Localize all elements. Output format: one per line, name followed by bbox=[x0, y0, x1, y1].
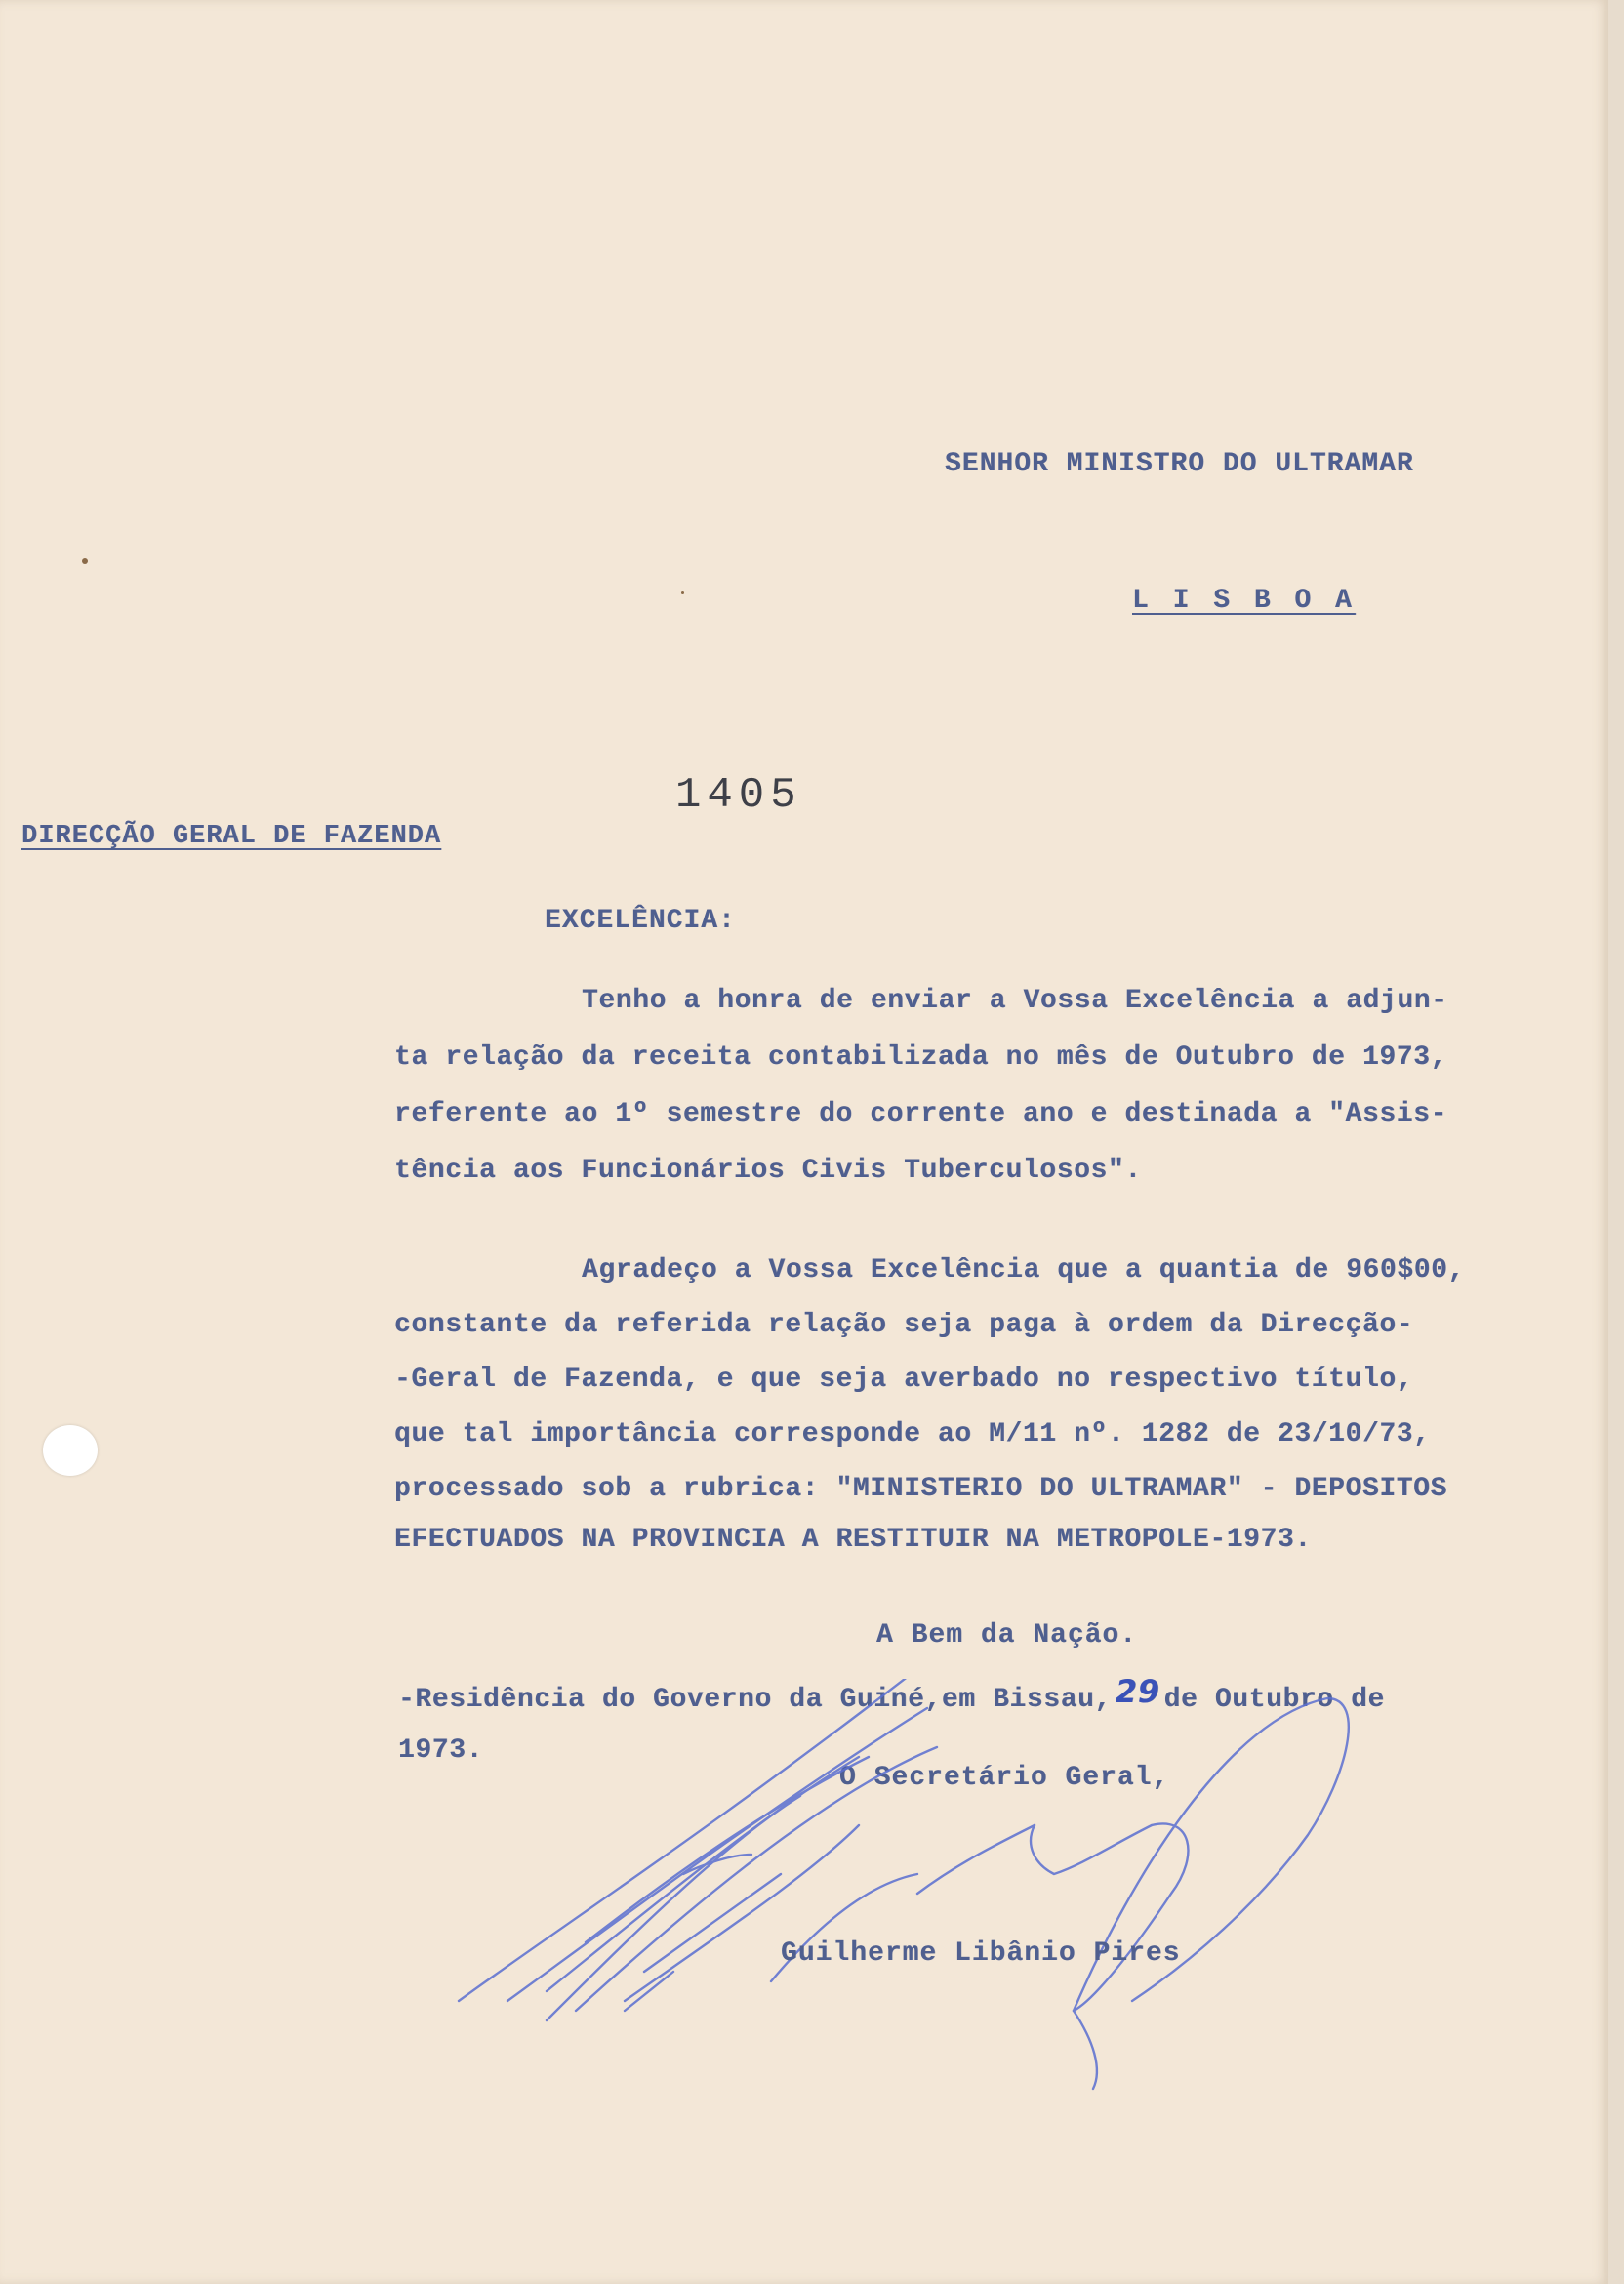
paper-speck bbox=[82, 558, 88, 564]
punch-hole bbox=[43, 1425, 98, 1476]
reference-number: 1405 bbox=[675, 771, 802, 820]
handwritten-signature bbox=[449, 1679, 1386, 2099]
paragraph-2-line: que tal importância corresponde ao M/11 nº. 1282 de 23/10/73, bbox=[394, 1419, 1431, 1449]
paragraph-2-line: EFECTUADOS NA PROVINCIA A RESTITUIR NA METROPOLE-1973. bbox=[394, 1525, 1312, 1555]
addressee-city: L I S B O A bbox=[1132, 586, 1356, 616]
department-heading: DIRECÇÃO GERAL DE FAZENDA bbox=[21, 822, 442, 851]
paragraph-1-line: tência aos Funcionários Civis Tuberculosos". bbox=[394, 1156, 1142, 1186]
paragraph-2-line: Agradeço a Vossa Excelência que a quantia de 960$00, bbox=[582, 1255, 1465, 1285]
closing-formula: A Bem da Nação. bbox=[876, 1620, 1138, 1651]
paragraph-2-line: processado sob a rubrica: "MINISTERIO DO ULTRAMAR" - DEPOSITOS bbox=[394, 1474, 1447, 1504]
date-suffix: de Outubro de bbox=[1163, 1685, 1385, 1715]
paragraph-1-line: referente ao 1º semestre do corrente ano e destinada a "Assis- bbox=[394, 1099, 1447, 1129]
paragraph-2-line: -Geral de Fazenda, e que seja averbado no respectivo título, bbox=[394, 1365, 1414, 1395]
place-prefix: -Residência do Governo da Guiné,em Bissau, bbox=[398, 1685, 1112, 1715]
addressee-title: SENHOR MINISTRO DO ULTRAMAR bbox=[945, 449, 1414, 479]
paragraph-1-line: ta relação da receita contabilizada no mês de Outubro de 1973, bbox=[394, 1042, 1447, 1073]
salutation: EXCELÊNCIA: bbox=[545, 906, 736, 936]
paragraph-1-line: Tenho a honra de enviar a Vossa Excelência a adjun- bbox=[582, 986, 1448, 1016]
signatory-title: O Secretário Geral, bbox=[839, 1763, 1170, 1793]
page-edge bbox=[1608, 0, 1624, 2284]
paper-speck bbox=[681, 591, 684, 594]
handwritten-day: 29 bbox=[1115, 1673, 1160, 1710]
date-year: 1973. bbox=[398, 1735, 484, 1766]
paragraph-2-line: constante da referida relação seja paga à ordem da Direcção- bbox=[394, 1310, 1414, 1340]
signatory-name: Guilherme Libânio Pires bbox=[781, 1938, 1181, 1969]
